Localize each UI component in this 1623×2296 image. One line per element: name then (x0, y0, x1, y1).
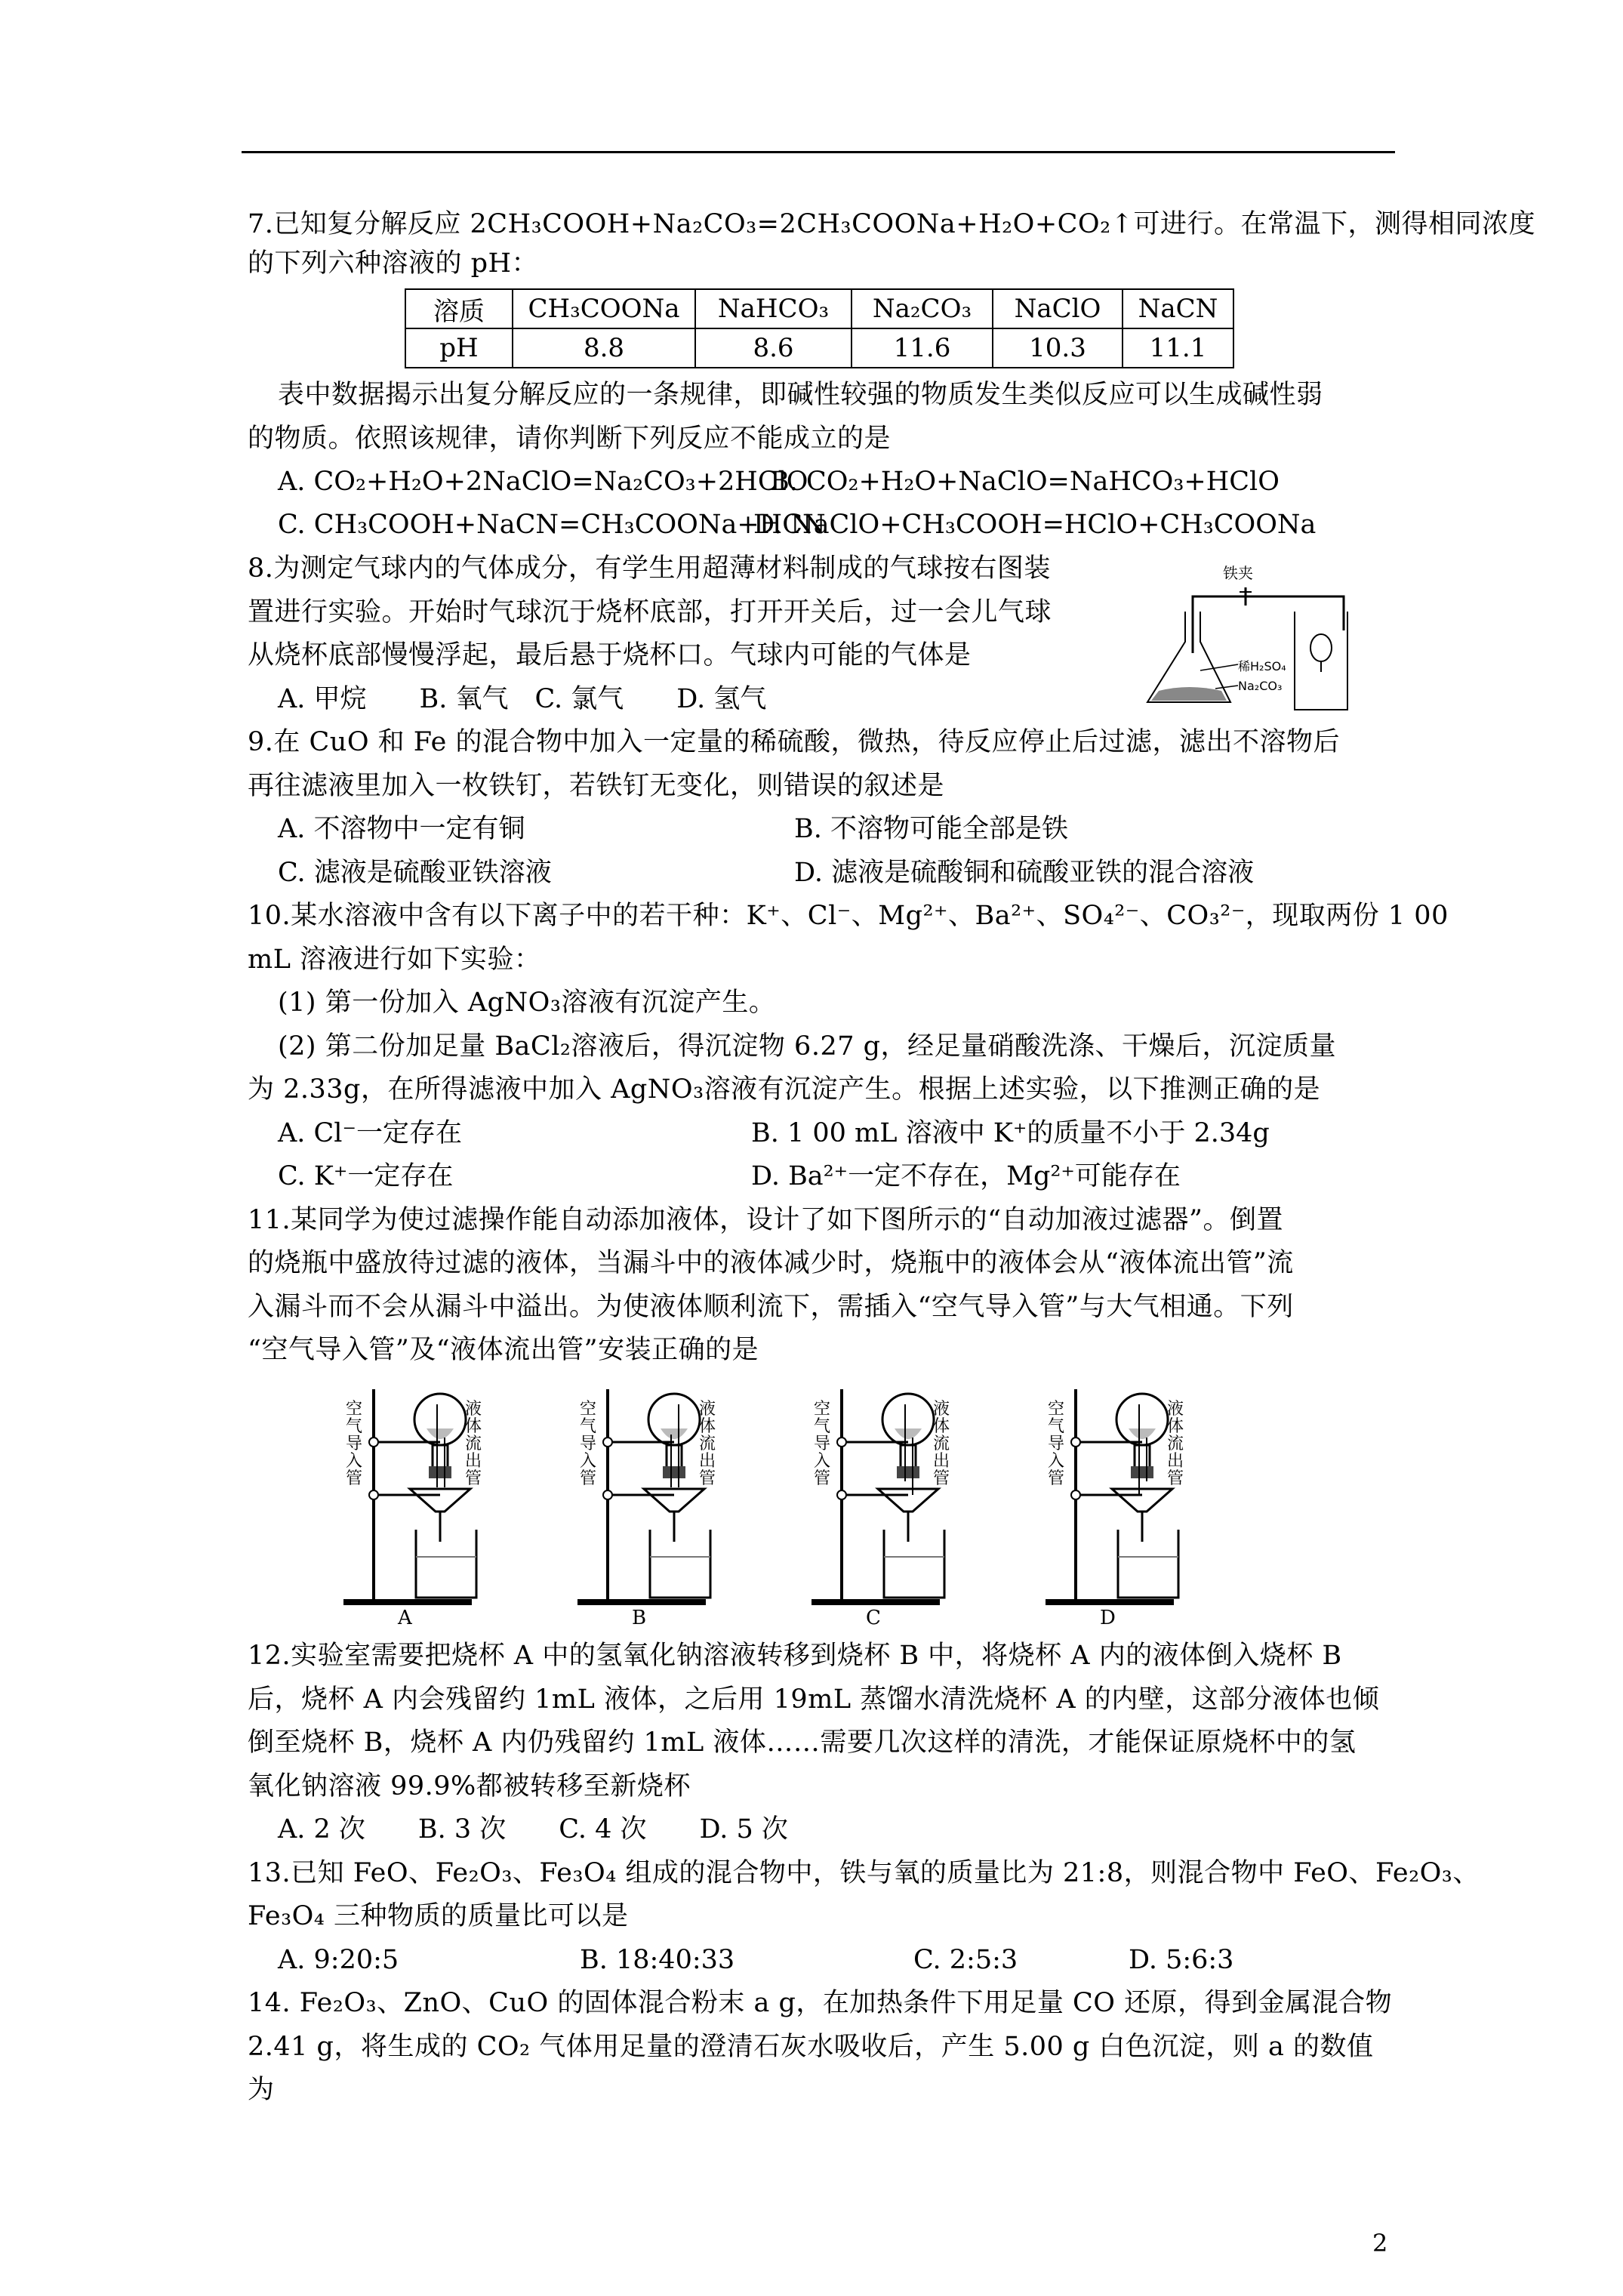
table-cell: NaClO (993, 289, 1123, 328)
q13-line-2: Fe₃O₄ 三种物质的质量比可以是 (248, 1901, 629, 1931)
q9-line-1: 9.在 CuO 和 Fe 的混合物中加入一定量的稀硫酸，微热，待反应停止后过滤，滤出不溶物后 (248, 727, 1340, 757)
figure-option-letter: A (398, 1607, 412, 1629)
acid-label: 稀H₂SO₄ (1238, 659, 1286, 673)
table-cell: Na₂CO₃ (852, 289, 993, 328)
q12-line-3: 倒至烧杯 B，烧杯 A 内仍残留约 1mL 液体……需要几次这样的清洗，才能保证原烧杯中的氢 (248, 1727, 1357, 1758)
q9-line-2: 再往滤液里加入一枚铁钉，若铁钉无变化，则错误的叙述是 (248, 771, 945, 801)
liquid-outlet-tube-label: 液体流出管 (932, 1400, 950, 1488)
q7-option-d: D. NaClO+CH₃COOH=HClO+CH₃COONa (753, 510, 1317, 540)
q14-line-3: 为 (248, 2075, 275, 2105)
liquid-outlet-tube-label: 液体流出管 (464, 1400, 482, 1488)
air-inlet-tube-label: 空气导入管 (579, 1400, 596, 1488)
air-inlet-tube-label: 空气导入管 (813, 1400, 830, 1488)
q8-line-1: 8.为测定气球内的气体成分，有学生用超薄材料制成的气球按右图装 (248, 553, 1051, 584)
q13-option-a: A. 9:20:5 (278, 1945, 399, 1975)
q13-option-b: B. 18:40:33 (580, 1945, 735, 1975)
q7-line-4: 的物质。依照该规律，请你判断下列反应不能成立的是 (248, 424, 892, 454)
header-rule (242, 151, 1395, 153)
q10-line-1: 10.某水溶液中含有以下离子中的若干种：K⁺、Cl⁻、Mg²⁺、Ba²⁺、SO₄²⁻、CO₃²⁻，现取两份 1 00 (248, 901, 1449, 931)
figure-option-letter: D (1100, 1607, 1116, 1629)
q8-options: A. 甲烷 B. 氧气 C. 氯气 D. 氢气 (278, 684, 767, 714)
q9-option-b: B. 不溶物可能全部是铁 (794, 814, 1068, 844)
q11-line-2: 的烧瓶中盛放待过滤的液体，当漏斗中的液体减少时，烧瓶中的液体会从“液体流出管”流 (248, 1248, 1294, 1278)
q7-option-a: A. CO₂+H₂O+2NaClO=Na₂CO₃+2HClO (278, 467, 808, 497)
q10-step-3: 为 2.33g，在所得滤液中加入 AgNO₃溶液有沉淀产生。根据上述实验，以下推测正确的是 (248, 1074, 1321, 1105)
q10-option-b: B. 1 00 mL 溶液中 K⁺的质量不小于 2.34g (751, 1118, 1270, 1148)
q7-line-1: 7.已知复分解反应 2CH₃COOH+Na₂CO₃=2CH₃COONa+H₂O+CO₂↑可进行。在常温下，测得相同浓度 (248, 209, 1535, 239)
q14-line-2: 2.41 g，将生成的 CO₂ 气体用足量的澄清石灰水吸收后，产生 5.00 g 白色沉淀，则 a 的数值 (248, 2032, 1374, 2062)
q11-line-4: “空气导入管”及“液体流出管”安装正确的是 (248, 1335, 759, 1365)
q8-line-3: 从烧杯底部慢慢浮起，最后悬于烧杯口。气球内可能的气体是 (248, 640, 972, 670)
q9-option-d: D. 滤液是硫酸铜和硫酸亚铁的混合溶液 (794, 858, 1255, 888)
table-cell: 8.8 (513, 328, 695, 368)
q8-line-2: 置进行实验。开始时气球沉于烧杯底部，打开开关后，过一会儿气球 (248, 597, 1052, 627)
table-cell: NaHCO₃ (695, 289, 852, 328)
q13-line-1: 13.已知 FeO、Fe₂O₃、Fe₃O₄ 组成的混合物中，铁与氧的质量比为 21:8，则混合物中 FeO、Fe₂O₃、 (248, 1858, 1480, 1888)
figure-option-letter: C (866, 1607, 881, 1629)
table-cell: 溶质 (405, 289, 513, 328)
table-cell: 11.6 (852, 328, 993, 368)
page-number: 2 (1372, 2229, 1388, 2257)
table-cell: NaCN (1123, 289, 1233, 328)
q14-line-1: 14. Fe₂O₃、ZnO、CuO 的固体混合粉末 a g，在加热条件下用足量 CO 还原，得到金属混合物 (248, 1988, 1393, 2018)
balloon-apparatus-figure (1132, 559, 1351, 717)
q12-line-1: 12.实验室需要把烧杯 A 中的氢氧化钠溶液转移到烧杯 B 中，将烧杯 A 内的液体倒入烧杯 B (248, 1641, 1342, 1671)
q13-option-d: D. 5:6:3 (1129, 1945, 1234, 1975)
q10-step-1: (1) 第一份加入 AgNO₃溶液有沉淀产生。 (278, 988, 776, 1018)
table-cell: 10.3 (993, 328, 1123, 368)
q10-option-d: D. Ba²⁺一定不存在，Mg²⁺可能存在 (751, 1161, 1181, 1191)
ph-table (405, 288, 1234, 368)
q7-option-b: B. CO₂+H₂O+NaClO=NaHCO₃+HClO (770, 467, 1280, 497)
q9-option-c: C. 滤液是硫酸亚铁溶液 (278, 858, 552, 888)
clamp-label: 铁夹 (1223, 564, 1253, 582)
table-cell: 11.1 (1123, 328, 1233, 368)
q11-line-1: 11.某同学为使过滤操作能自动添加液体，设计了如下图所示的“自动加液过滤器”。倒置 (248, 1205, 1283, 1235)
q13-option-c: C. 2:5:3 (913, 1945, 1018, 1975)
q10-step-2: (2) 第二份加足量 BaCl₂溶液后，得沉淀物 6.27 g，经足量硝酸洗涤、干燥后，沉淀质量 (278, 1031, 1337, 1062)
q7-option-c: C. CH₃COOH+NaCN=CH₃COONa+HCN (278, 510, 826, 540)
table-cell: 8.6 (695, 328, 852, 368)
figure-option-letter: B (632, 1607, 647, 1629)
q9-option-a: A. 不溶物中一定有铜 (278, 814, 525, 844)
liquid-outlet-tube-label: 液体流出管 (1166, 1400, 1184, 1488)
carbonate-label: Na₂CO₃ (1238, 679, 1283, 693)
q7-line-2: 的下列六种溶液的 pH： (248, 248, 539, 279)
liquid-outlet-tube-label: 液体流出管 (698, 1400, 716, 1488)
air-inlet-tube-label: 空气导入管 (345, 1400, 362, 1488)
q12-line-4: 氧化钠溶液 99.9%都被转移至新烧杯 (248, 1771, 691, 1801)
q12-options: A. 2 次 B. 3 次 C. 4 次 D. 5 次 (278, 1814, 788, 1845)
q11-line-3: 入漏斗而不会从漏斗中溢出。为使液体顺利流下，需插入“空气导入管”与大气相通。下列 (248, 1292, 1294, 1322)
air-inlet-tube-label: 空气导入管 (1047, 1400, 1064, 1488)
table-header-row (405, 289, 1233, 328)
table-row (405, 328, 1233, 368)
q10-option-c: C. K⁺一定存在 (278, 1161, 454, 1191)
q10-line-2: mL 溶液进行如下实验： (248, 945, 541, 975)
q12-line-2: 后，烧杯 A 内会残留约 1mL 液体，之后用 19mL 蒸馏水清洗烧杯 A 的内壁，这部分液体也倾 (248, 1684, 1380, 1715)
q10-option-a: A. Cl⁻一定存在 (278, 1118, 462, 1148)
q7-line-3: 表中数据揭示出复分解反应的一条规律，即碱性较强的物质发生类似反应可以生成碱性弱 (278, 380, 1323, 410)
table-cell: CH₃COONa (513, 289, 695, 328)
table-cell: pH (405, 328, 513, 368)
